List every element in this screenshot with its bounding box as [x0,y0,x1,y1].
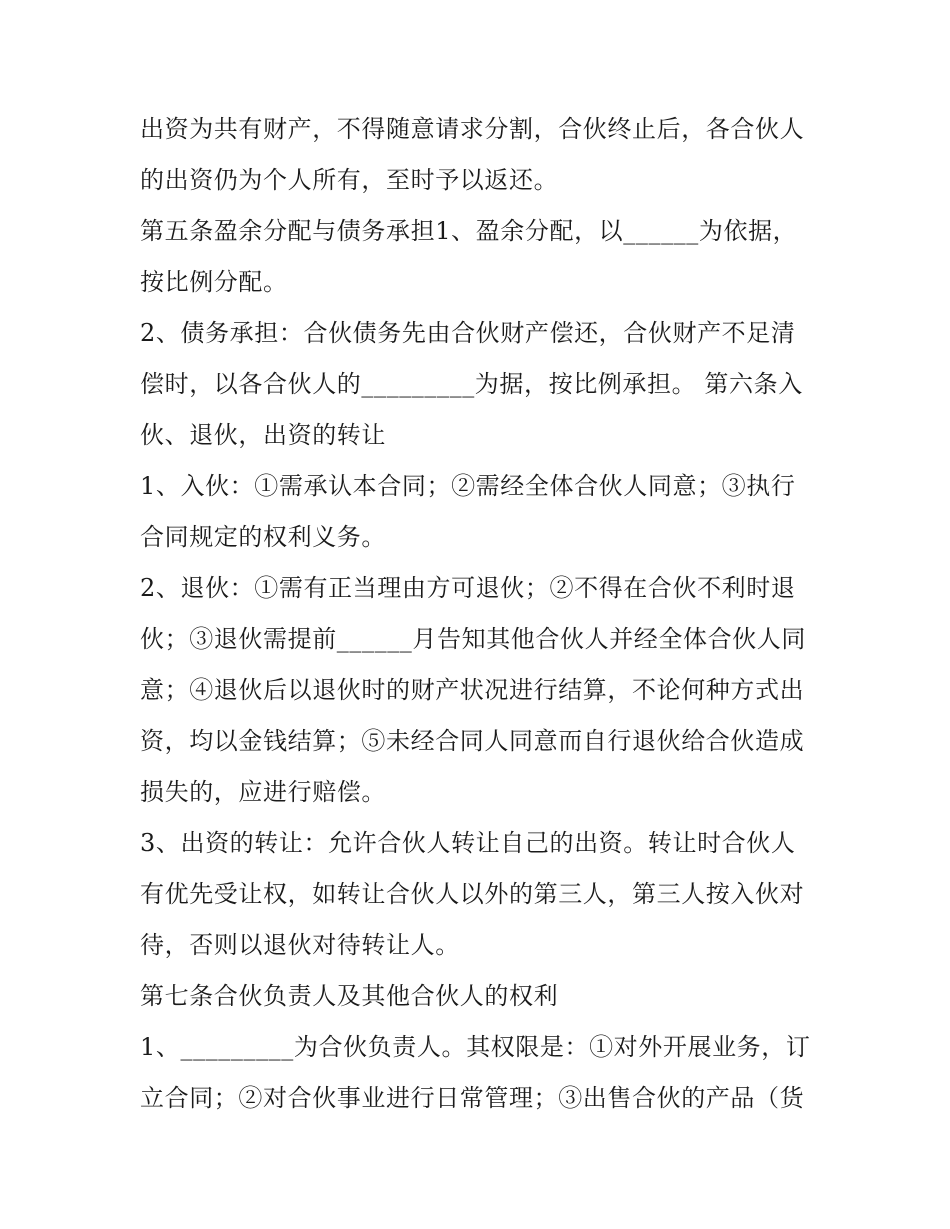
text-line: 1、入伙：①需承认本合同；②需经全体合伙人同意；③执行 [140,472,796,500]
text-line: 第五条盈余分配与债务承担1、盈余分配，以______为依据， [140,217,798,245]
text-line: 损失的，应进行赔偿。 [140,778,386,806]
text-line: 第七条合伙负责人及其他合伙人的权利 [140,982,559,1010]
text-line: 的出资仍为个人所有，至时予以返还。 [140,166,559,194]
text-line: 伙；③退伙需提前______月告知其他合伙人并经全体合伙人同 [140,625,806,653]
text-line: 1、_________为合伙负责人。其权限是：①对外开展业务，订 [140,1033,811,1061]
text-line: 有优先受让权，如转让合伙人以外的第三人，第三人按入伙对 [140,880,805,908]
text-line: 3、出资的转让：允许合伙人转让自己的出资。转让时合伙人 [140,829,796,857]
text-line: 2、债务承担：合伙债务先由合伙财产偿还，合伙财产不足清 [140,319,796,347]
text-line: 资，均以金钱结算；⑤未经合同人同意而自行退伙给合伙造成 [140,727,805,755]
text-line: 偿时，以各合伙人的_________为据，按比例承担。 第六条入 [140,370,803,398]
text-line: 伙、退伙，出资的转让 [140,421,386,449]
text-line: 2、退伙：①需有正当理由方可退伙；②不得在合伙不利时退 [140,574,796,602]
text-line: 意；④退伙后以退伙时的财产状况进行结算，不论何种方式出 [140,676,805,704]
document-body [140,104,820,1124]
text-line: 待，否则以退伙对待转让人。 [140,931,460,959]
text-line: 合同规定的权利义务。 [140,523,386,551]
text-line: 按比例分配。 [140,268,288,296]
text-line: 立合同；②对合伙事业进行日常管理；③出售合伙的产品（货 [140,1084,805,1112]
text-line: 出资为共有财产，不得随意请求分割，合伙终止后，各合伙人 [140,115,805,143]
